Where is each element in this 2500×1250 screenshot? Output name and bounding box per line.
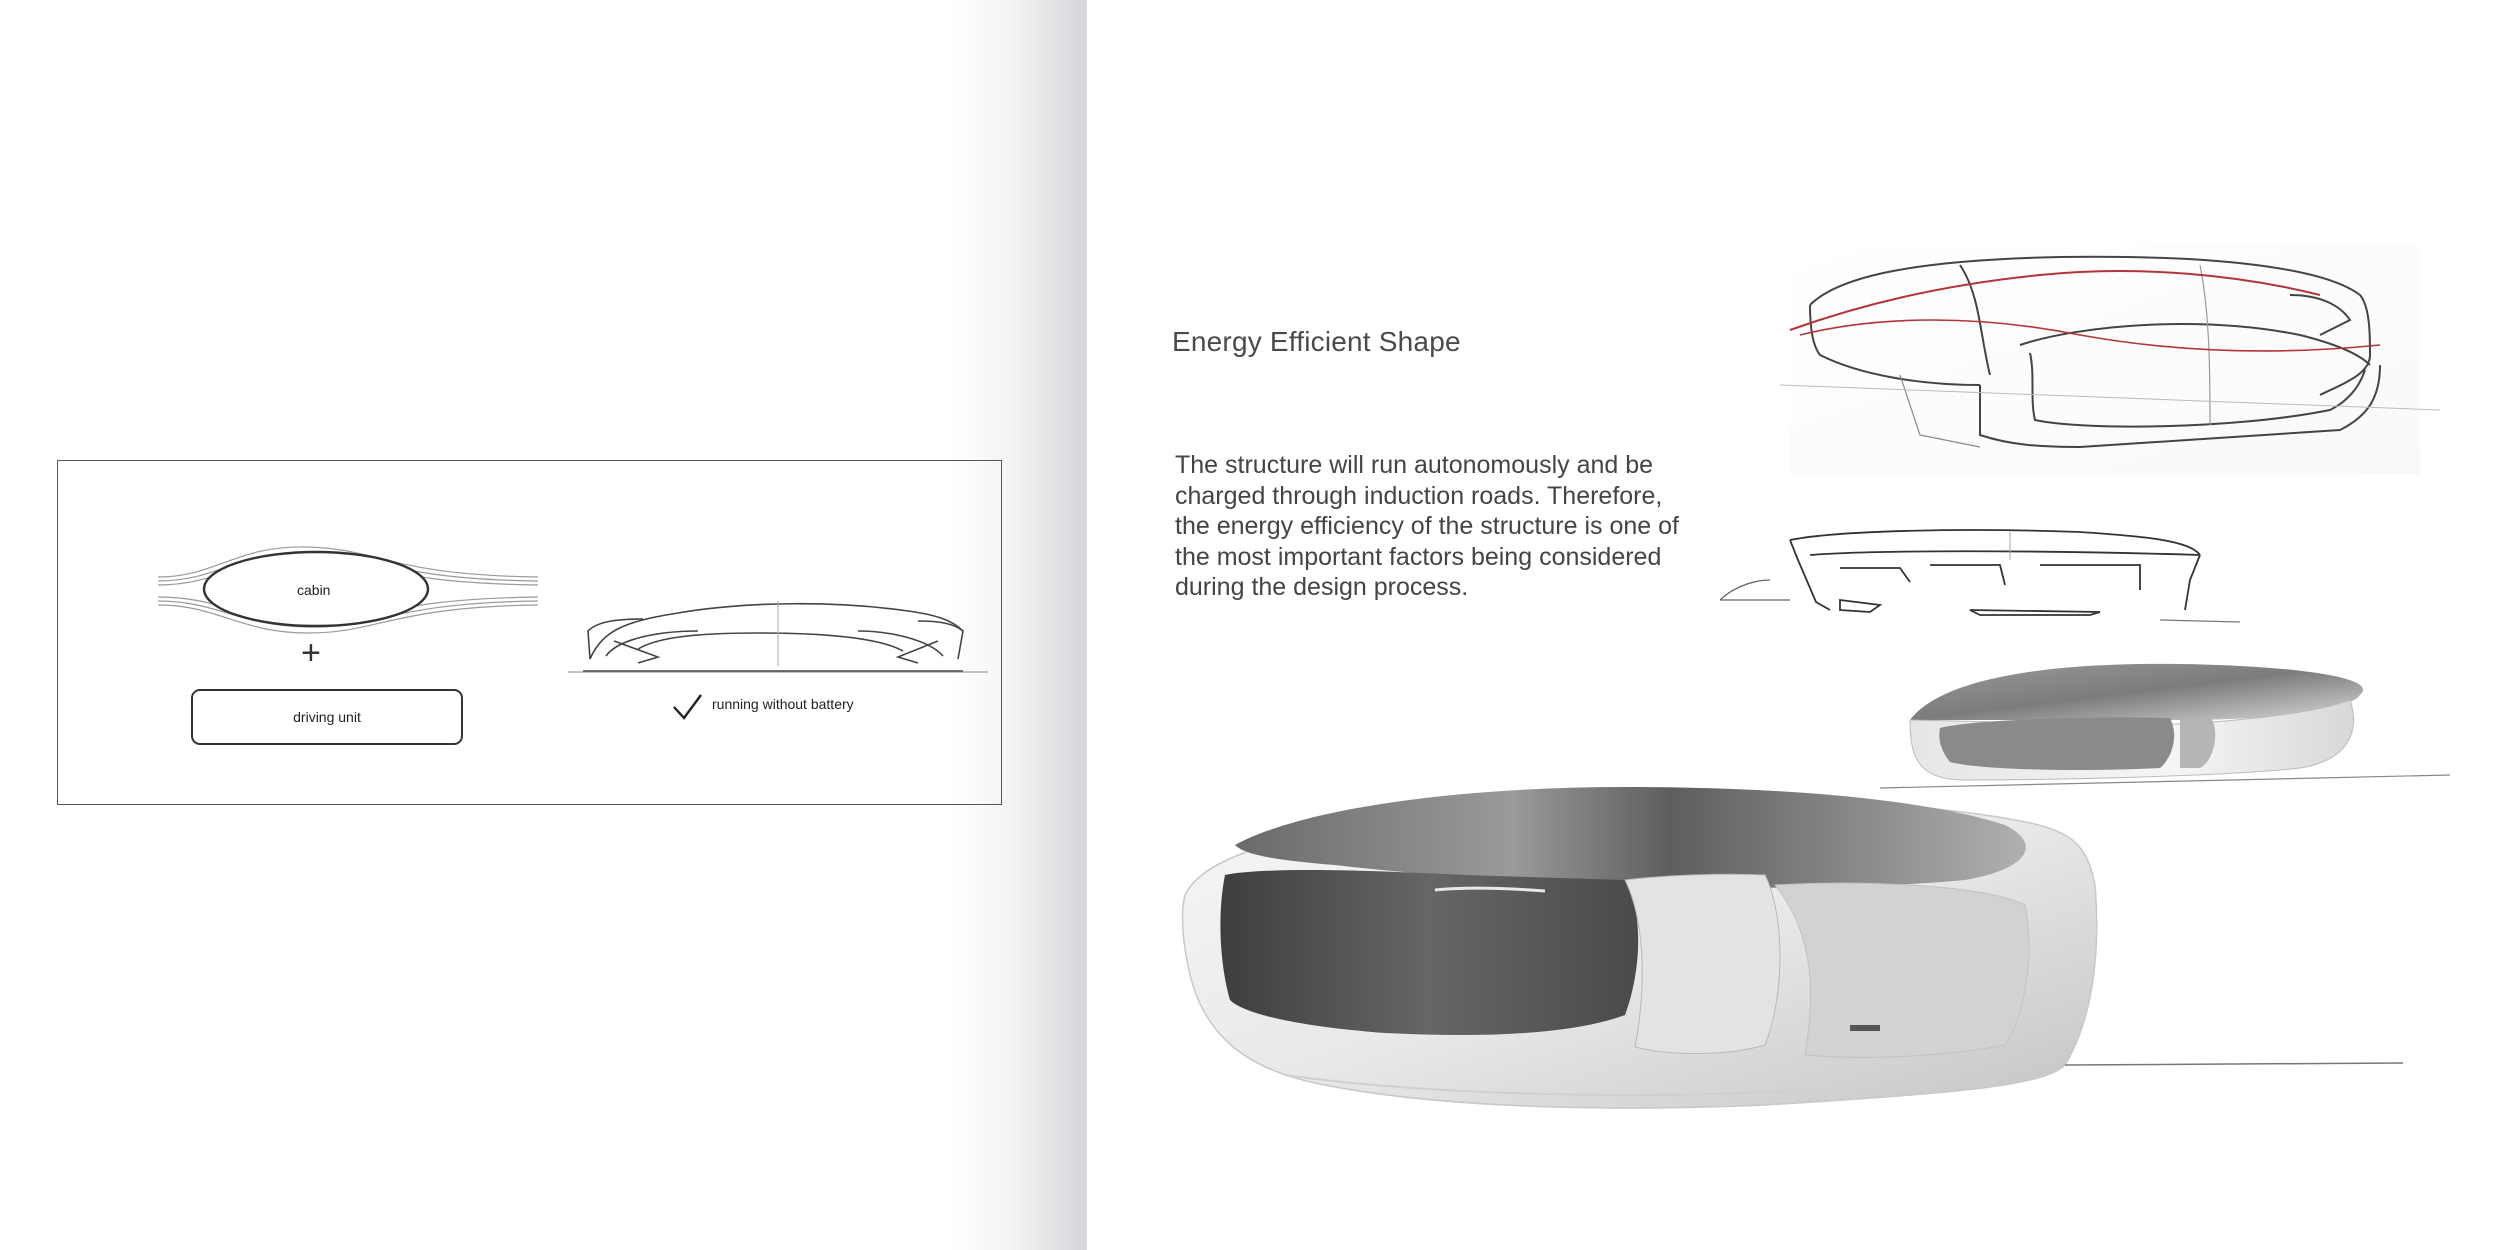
section-heading: Energy Efficient Shape — [1172, 326, 1461, 357]
plus-sign: + — [301, 634, 321, 672]
body-paragraph: The structure will run autonomously and be charged through induction roads. Therefore, the energy efficiency of the structure is one of the most important factors being considered during the design process. — [1175, 451, 1679, 601]
car-render-small — [1880, 650, 2450, 795]
driving-unit-box — [191, 689, 463, 745]
car-sketch-middle — [1720, 520, 2260, 630]
car-side-sketch — [568, 601, 988, 672]
driving-unit-label: driving unit — [293, 709, 361, 725]
check-caption: running without battery — [712, 696, 854, 712]
left-page — [0, 0, 1085, 1250]
check-icon — [674, 695, 701, 718]
car-render-large — [1165, 775, 2405, 1125]
concept-diagram-drawing — [58, 461, 1003, 806]
cabin-label: cabin — [297, 582, 331, 598]
concept-diagram — [57, 460, 1002, 805]
car-sketch-top — [1780, 235, 2440, 480]
